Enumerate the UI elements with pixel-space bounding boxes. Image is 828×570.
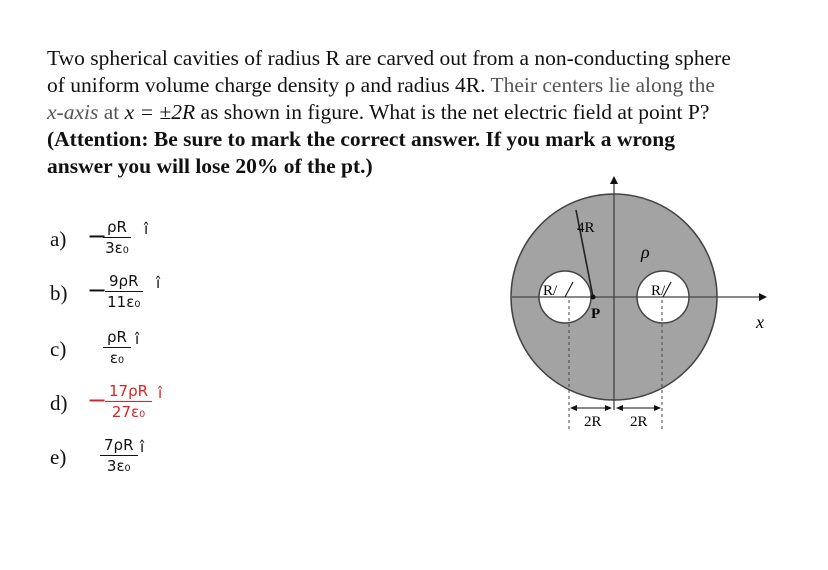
fraction-denominator: 3ε₀ xyxy=(105,239,129,257)
question-line-3-rest: as shown in figure. What is the net electric field at point P? xyxy=(200,100,710,124)
fraction-denominator: ε₀ xyxy=(109,349,125,367)
fraction-numerator: 7ρR xyxy=(100,436,138,456)
at-word: at xyxy=(103,100,120,124)
big-radius-label: 4R xyxy=(577,220,595,236)
x-axis-term: x-axis xyxy=(47,100,99,124)
unit-vector-i: î xyxy=(135,330,140,348)
minus-sign: − xyxy=(87,386,108,414)
question-line-2b: Their centers lie along the xyxy=(490,73,715,97)
fraction-denominator: 3ε₀ xyxy=(106,457,131,475)
question-line-1: Two spherical cavities of radius R are carved out from a non-conducting sphere xyxy=(47,46,731,70)
option-label: a) xyxy=(50,227,67,251)
minus-sign: − xyxy=(87,222,108,250)
option-label: c) xyxy=(50,337,67,361)
left-cavity-label: R/ xyxy=(543,283,558,299)
fraction-numerator: ρR xyxy=(103,328,131,348)
position-equation: x = ±2R xyxy=(124,100,196,124)
fraction-numerator: 17ρR xyxy=(105,382,152,402)
warning-line-1: (Attention: Be sure to mark the correct answer. If you mark a wrong xyxy=(47,127,675,151)
minus-sign: − xyxy=(87,276,108,304)
option-label: e) xyxy=(50,445,67,469)
x-axis-label: x xyxy=(756,312,764,332)
question-line-2a: of uniform volume charge density ρ and radius 4R. xyxy=(47,73,486,97)
fraction-numerator: ρR xyxy=(103,218,131,238)
dim-right-label: 2R xyxy=(630,414,648,430)
dim-left-label: 2R xyxy=(584,414,602,430)
option-label: d) xyxy=(50,391,68,415)
point-p-label: P xyxy=(591,306,601,322)
fraction-denominator: 11ε₀ xyxy=(107,293,141,311)
right-cavity-label: R/ xyxy=(651,283,666,299)
option-label: b) xyxy=(50,281,68,305)
fraction-denominator: 27ε₀ xyxy=(111,403,146,421)
unit-vector-i: î xyxy=(158,384,163,402)
point-p-dot xyxy=(591,295,596,300)
warning-line-2: answer you will lose 20% of the pt.) xyxy=(47,154,373,178)
fraction-numerator: 9ρR xyxy=(105,272,143,292)
unit-vector-i: î xyxy=(140,438,145,456)
unit-vector-i: î xyxy=(144,220,149,238)
rho-label: ρ xyxy=(641,242,650,262)
unit-vector-i: î xyxy=(156,274,161,292)
